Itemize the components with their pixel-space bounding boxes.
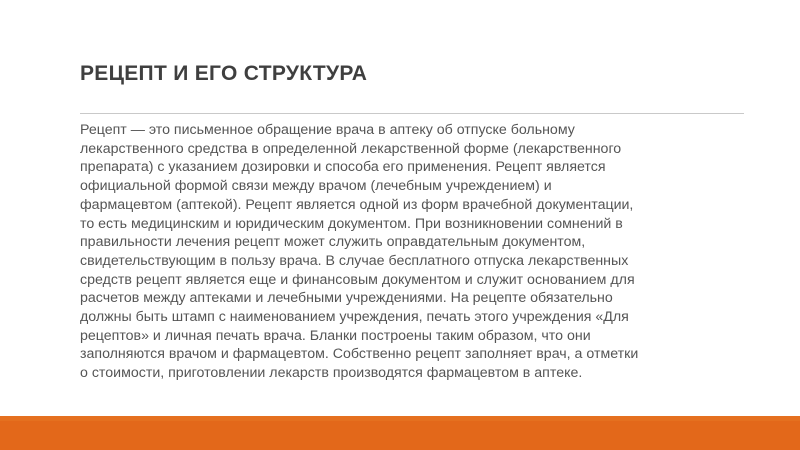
body-line: препарата) с указанием дозировки и способа его применения. Рецепт является xyxy=(80,159,606,176)
body-line: свидетельствующим в пользу врача. В случае бесплатного отпуска лекарственных xyxy=(80,252,629,269)
slide-title: РЕЦЕПТ И ЕГО СТРУКТУРА xyxy=(80,62,368,85)
footer-accent-bar-shade xyxy=(0,421,800,450)
body-line: средств рецепт является еще и финансовым документом и служит основанием для xyxy=(80,271,635,288)
body-line: должны быть штамп с наименованием учреждения, печать этого учреждения «Для xyxy=(80,309,629,326)
slide-body xyxy=(80,121,744,383)
body-line: заполняются врачом и фармацевтом. Собственно рецепт заполняет врач, а отметки xyxy=(80,346,639,363)
body-line: официальной формой связи между врачом (лечебным учреждением) и xyxy=(80,178,552,195)
body-line: Рецепт — это письменное обращение врача в аптеку об отпуске больному xyxy=(80,122,575,138)
body-line: расчетов между аптеками и лечебными учреждениями. На рецепте обязательно xyxy=(80,290,613,307)
body-line: рецептов» и личная печать врача. Бланки построены таким образом, что они xyxy=(80,327,591,344)
body-line: о стоимости, приготовлении лекарств производятся фармацевтом в аптеке. xyxy=(80,365,583,382)
title-divider xyxy=(80,113,744,114)
body-line: лекарственного средства в определенной лекарственной форме (лекарственного xyxy=(80,140,622,157)
body-line: правильности лечения рецепт может служить оправдательным документом, xyxy=(80,234,586,251)
body-line: то есть медицинским и юридическим документом. При возникновении сомнений в xyxy=(80,215,623,232)
body-line: фармацевтом (аптекой). Рецепт является одной из форм врачебной документации, xyxy=(80,196,634,213)
